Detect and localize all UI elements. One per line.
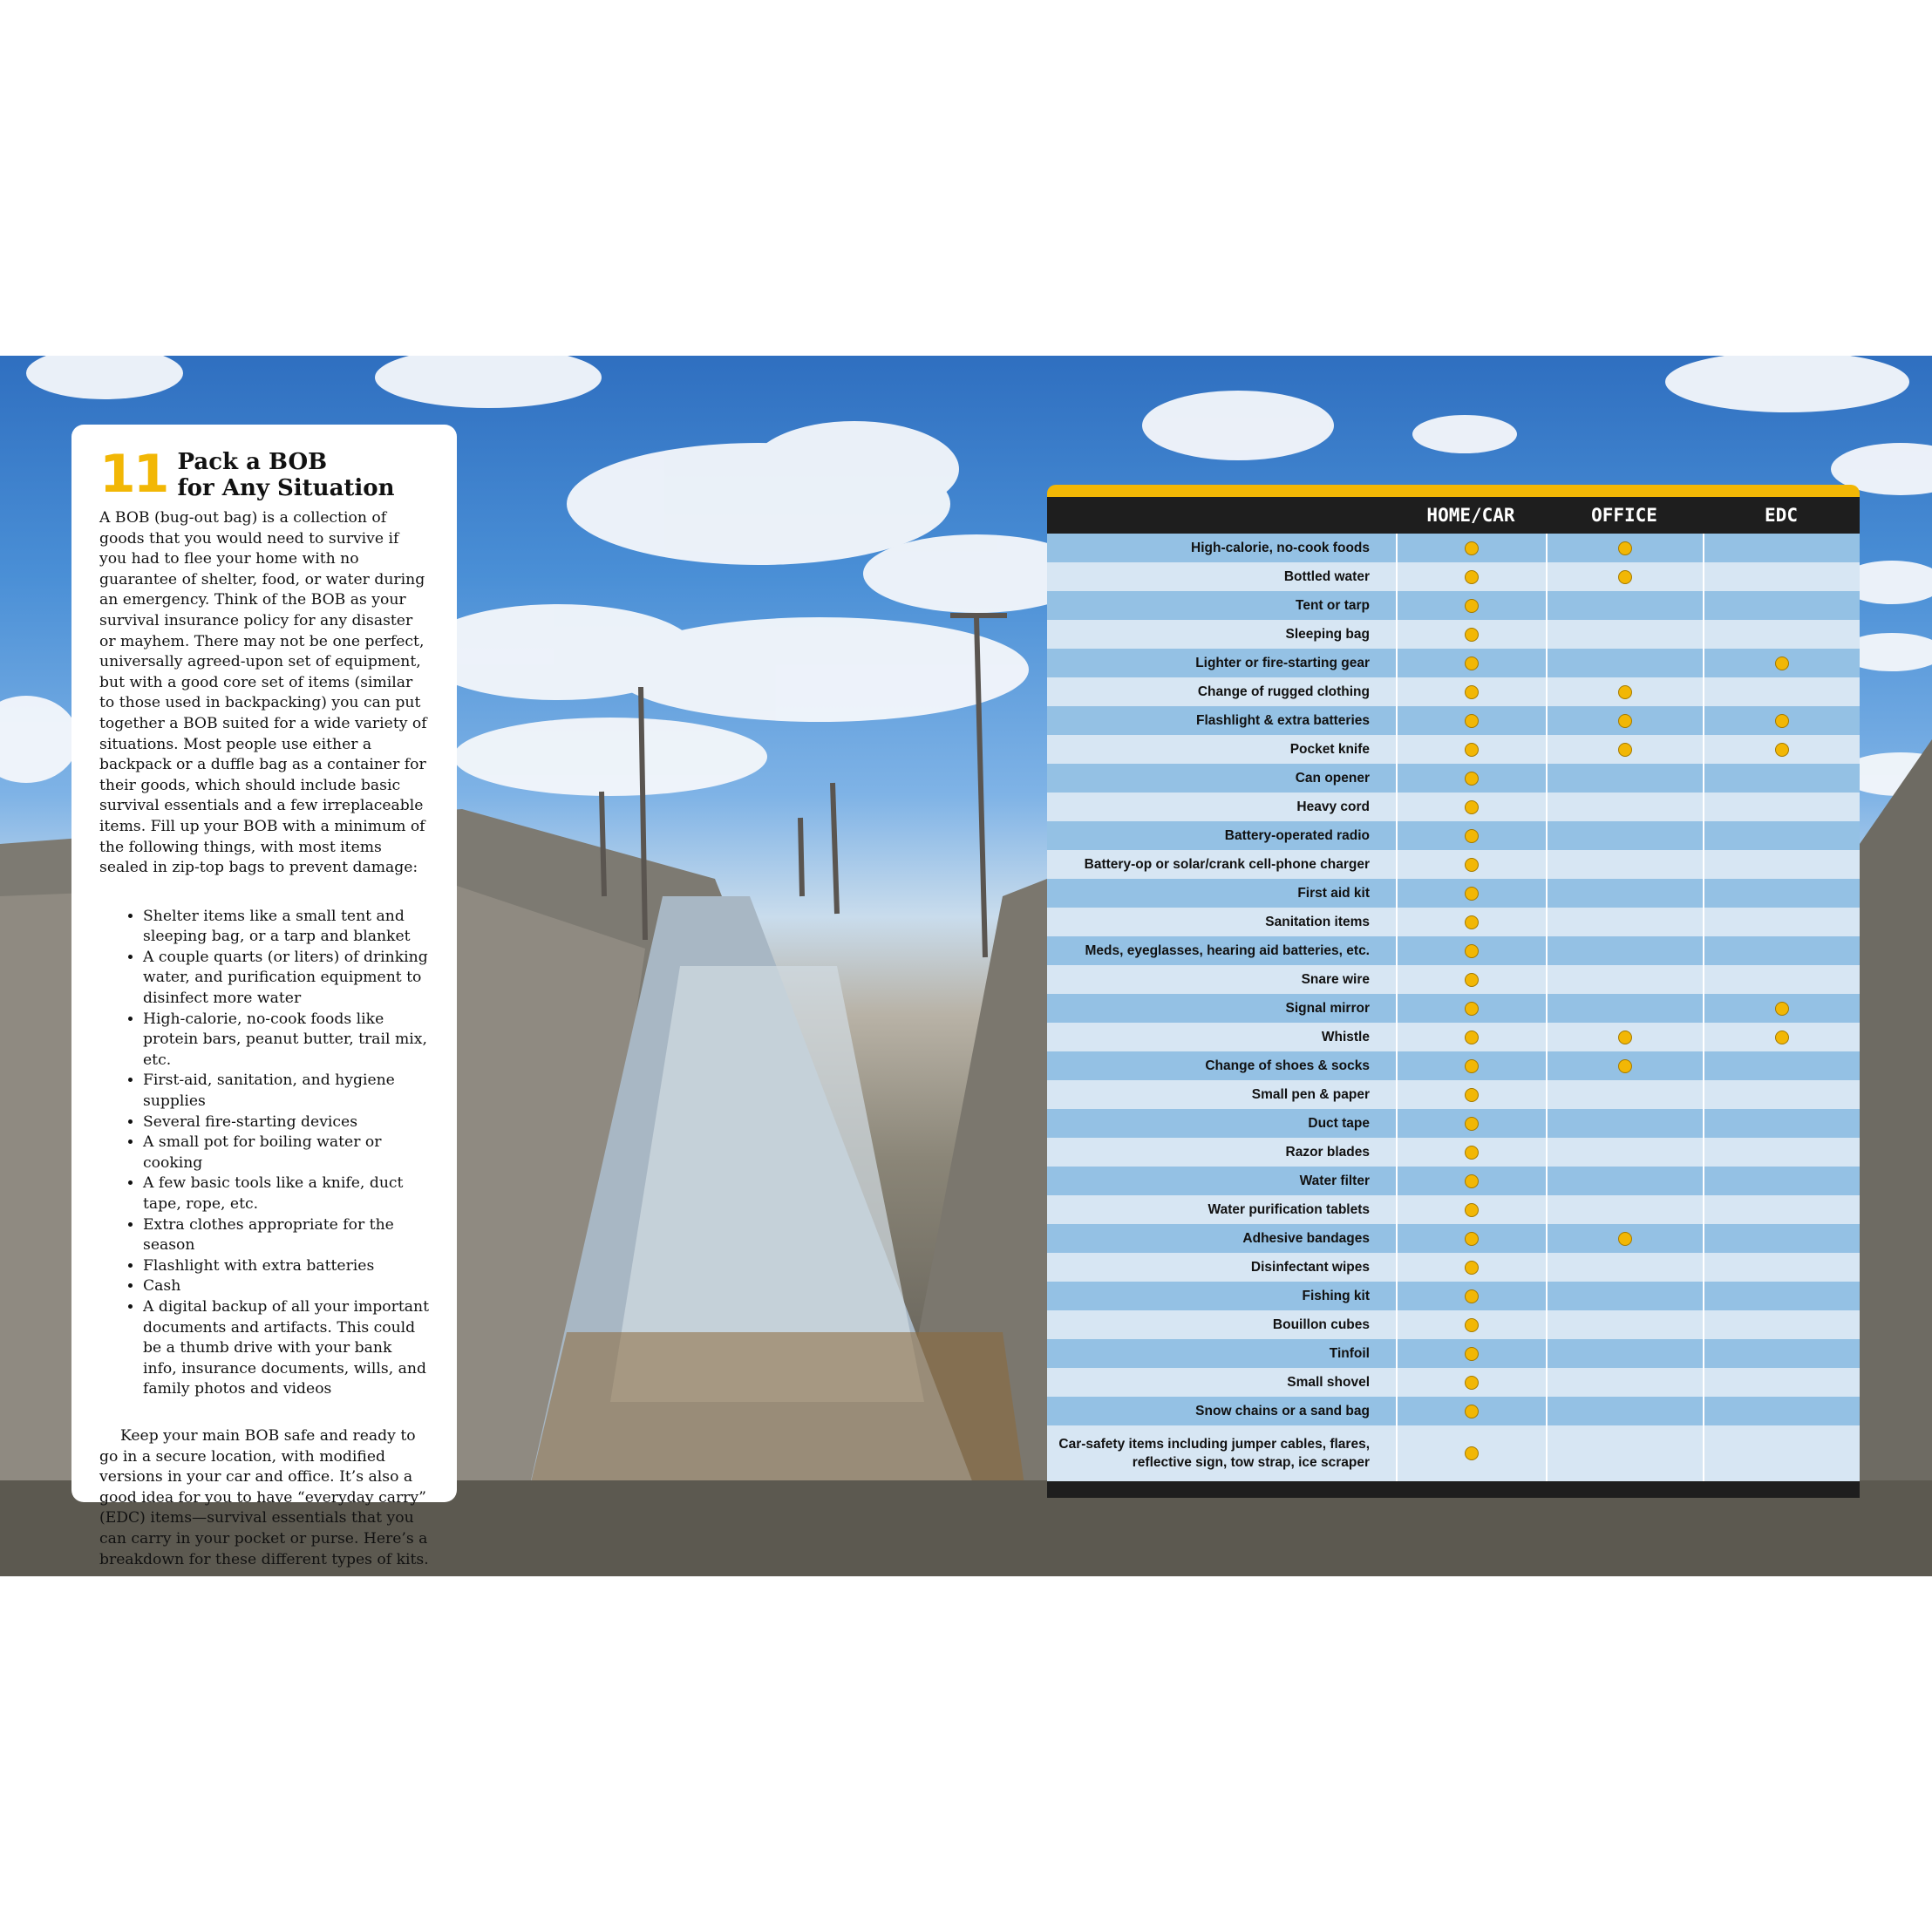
article-title-line-2: for Any Situation [177,475,395,501]
yellow-dot-icon [1465,656,1479,670]
item-label-text [1303,1287,1371,1305]
yellow-dot-icon [1465,915,1479,929]
edc-cell [1703,706,1860,735]
item-label-line: Water purification tablets [1208,1202,1370,1217]
table-row [1047,879,1860,908]
item-label-text [1225,827,1370,845]
office-cell [1546,620,1703,649]
table-row [1047,1023,1860,1051]
item-label-line: Flashlight & extra batteries [1196,713,1370,728]
edc-cell [1703,1397,1860,1425]
bullet-item: • A couple quarts (or liters) of drinking water, and purification equipment to disinfect more water [143,948,429,1010]
table-row [1047,591,1860,620]
item-label-text [1085,855,1370,874]
home-car-cell [1396,936,1546,965]
yellow-dot-icon [1465,1002,1479,1016]
bullet-item: • Extra clothes appropriate for the season [143,1215,429,1256]
bullet-list [99,907,429,1400]
home-car-cell [1396,1195,1546,1224]
item-label-text [1191,539,1370,557]
item-label [1047,1080,1396,1109]
item-label-text [1273,1316,1370,1334]
item-label [1047,908,1396,936]
office-cell [1546,1282,1703,1310]
item-label-line: Bottled water [1283,569,1370,584]
item-label [1047,879,1396,908]
item-label-text [1205,1057,1370,1075]
office-cell [1546,1425,1703,1481]
item-label-line: Change of rugged clothing [1197,684,1370,699]
item-label-text [1308,1114,1370,1133]
edc-cell [1703,1167,1860,1195]
item-label-line: Small pen & paper [1251,1087,1370,1102]
yellow-dot-icon [1618,1232,1632,1246]
home-car-cell [1396,1253,1546,1282]
yellow-dot-icon [1465,714,1479,728]
yellow-dot-icon [1775,1002,1789,1016]
yellow-dot-icon [1465,1174,1479,1188]
table-row [1047,1138,1860,1167]
home-car-cell [1396,1425,1546,1481]
yellow-dot-icon [1775,1031,1789,1044]
article-body [99,508,429,1570]
yellow-dot-icon [1775,656,1789,670]
yellow-dot-icon [1618,1059,1632,1073]
item-label-text [1286,1143,1370,1161]
edc-cell [1703,1282,1860,1310]
home-car-cell [1396,1310,1546,1339]
edc-cell [1703,649,1860,677]
yellow-dot-icon [1465,570,1479,584]
item-label [1047,735,1396,764]
office-cell [1546,793,1703,821]
item-label-text [1085,942,1370,960]
yellow-dot-icon [1465,829,1479,843]
yellow-dot-icon [1465,743,1479,757]
yellow-dot-icon [1465,1031,1479,1044]
yellow-dot-icon [1618,685,1632,699]
yellow-dot-icon [1465,1088,1479,1102]
office-cell [1546,706,1703,735]
home-car-cell [1396,764,1546,793]
item-label-text [1297,884,1370,902]
item-label-line: Snow chains or a sand bag [1195,1404,1370,1418]
home-car-cell [1396,1138,1546,1167]
item-label [1047,936,1396,965]
table-row [1047,850,1860,879]
item-label [1047,649,1396,677]
item-label-text [1296,798,1370,816]
yellow-dot-icon [1465,1261,1479,1275]
yellow-dot-icon [1465,541,1479,555]
office-cell [1546,1167,1703,1195]
item-label-text [1286,625,1370,643]
edc-cell [1703,620,1860,649]
edc-cell [1703,879,1860,908]
table-row [1047,1051,1860,1080]
item-label-line: Sanitation items [1265,915,1370,929]
edc-cell [1703,965,1860,994]
yellow-dot-icon [1465,628,1479,642]
edc-cell [1703,562,1860,591]
article-number: 11 [99,444,167,505]
item-label-text [1300,1172,1370,1190]
item-label [1047,534,1396,562]
yellow-dot-icon [1465,1347,1479,1361]
item-label [1047,965,1396,994]
office-cell [1546,1080,1703,1109]
item-label-line: High-calorie, no-cook foods [1191,541,1370,555]
edc-cell [1703,994,1860,1023]
item-label-text [1265,913,1370,931]
item-label-line: Tent or tarp [1296,598,1370,613]
office-cell [1546,965,1703,994]
edc-cell [1703,534,1860,562]
article-title-line-1: Pack a BOB [177,449,328,475]
office-cell [1546,850,1703,879]
edc-cell [1703,677,1860,706]
bullet-item: • A small pot for boiling water or cooking [143,1133,429,1173]
yellow-dot-icon [1618,1031,1632,1044]
item-label-line: Bouillon cubes [1272,1317,1370,1332]
edc-cell [1703,1368,1860,1397]
item-label-text [1198,683,1370,701]
table-row [1047,1080,1860,1109]
yellow-dot-icon [1465,1203,1479,1217]
home-car-cell [1396,1339,1546,1368]
yellow-dot-icon [1465,1117,1479,1131]
office-cell [1546,1138,1703,1167]
edc-cell [1703,1051,1860,1080]
item-label-text [1290,740,1370,759]
table-row [1047,908,1860,936]
table-row [1047,1109,1860,1138]
item-label [1047,764,1396,793]
table-row [1047,764,1860,793]
table-row [1047,534,1860,562]
item-label-line: Snare wire [1301,972,1370,987]
article-intro: A BOB (bug-out bag) is a collection of goods that you would need to survive if you had to flee your home with no guarantee of shelter, food, or water during an emergency. Think of the BOB as your survival insurance policy for any disaster or mayhem. There may not be one perfect, universally agreed-upon set of equipment, but with a good core set of items (similar to those used in backpacking) you can put together a BOB suited for a wide variety of situations. Most people use either a backpack or a duffle bag as a container for their goods, which should include basic survival essentials and a few irreplaceable items. Fill up your BOB with a minimum of the following things, with most items sealed in zip-top bags to prevent damage: [99,509,427,877]
item-label-line: First aid kit [1297,886,1370,901]
office-cell [1546,936,1703,965]
item-label-text [1296,769,1370,787]
item-label-text [1284,568,1370,586]
bullet-item: • A digital backup of all your important documents and artifacts. This could be a thumb drive with your bank info, insurance documents, wills, and family photos and videos [143,1297,429,1400]
home-car-cell [1396,965,1546,994]
item-label-line: Small shovel [1287,1375,1370,1390]
table-row [1047,735,1860,764]
item-label [1047,1310,1396,1339]
home-car-cell [1396,677,1546,706]
item-label-line: Fishing kit [1302,1289,1370,1303]
item-label [1047,1023,1396,1051]
article-closing: Keep your main BOB safe and ready to go in a secure location, with modified versions in your car and office. It’s also a good idea for you to have “everyday carry” (EDC) items—survival essentials that you can carry in your pocket or purse. Here’s a breakdown for these different types of kits. [99,1426,429,1568]
yellow-dot-icon [1465,887,1479,901]
home-car-cell [1396,994,1546,1023]
item-label-line: Car-safety items including jumper cables, flares, [1058,1437,1370,1452]
office-cell [1546,1195,1703,1224]
home-car-cell [1396,793,1546,821]
item-label-text [1302,970,1370,989]
home-car-cell [1396,562,1546,591]
edc-cell [1703,821,1860,850]
office-cell [1546,879,1703,908]
yellow-dot-icon [1618,541,1632,555]
yellow-dot-icon [1465,1289,1479,1303]
item-label-text [1296,596,1370,615]
table-row [1047,1195,1860,1224]
yellow-dot-icon [1465,1405,1479,1418]
bullet-item: • First-aid, sanitation, and hygiene supplies [143,1071,429,1112]
office-cell [1546,534,1703,562]
home-car-cell [1396,1368,1546,1397]
bullet-item: • Shelter items like a small tent and sleeping bag, or a tarp and blanket [143,907,429,948]
table-row [1047,1310,1860,1339]
edc-cell [1703,908,1860,936]
header-office: OFFICE [1591,505,1657,526]
edc-cell [1703,1138,1860,1167]
office-cell [1546,677,1703,706]
yellow-dot-icon [1465,599,1479,613]
home-car-cell [1396,908,1546,936]
yellow-dot-icon [1465,973,1479,987]
item-label-text [1251,1258,1370,1276]
office-cell [1546,591,1703,620]
home-car-cell [1396,591,1546,620]
home-car-cell [1396,649,1546,677]
item-label-line: Tinfoil [1329,1346,1370,1361]
office-cell [1546,735,1703,764]
home-car-cell [1396,850,1546,879]
edc-cell [1703,1224,1860,1253]
home-car-cell [1396,735,1546,764]
item-label-text [1058,1435,1370,1472]
article-title [178,449,395,501]
office-cell [1546,994,1703,1023]
item-label-line: Water filter [1299,1173,1370,1188]
item-label-text [1330,1344,1370,1363]
table-row [1047,562,1860,591]
edc-cell [1703,1310,1860,1339]
item-label-line: Heavy cord [1296,799,1370,814]
item-label [1047,1109,1396,1138]
table-row [1047,1253,1860,1282]
item-label [1047,850,1396,879]
item-label-text [1195,654,1370,672]
home-car-cell [1396,879,1546,908]
yellow-dot-icon [1465,858,1479,872]
bullet-item: • Cash [143,1276,429,1297]
yellow-dot-icon [1465,944,1479,958]
bullet-item: • High-calorie, no-cook foods like protein bars, peanut butter, trail mix, etc. [143,1010,429,1071]
yellow-dot-icon [1618,570,1632,584]
item-label-text [1287,1373,1370,1391]
item-label [1047,1138,1396,1167]
table-body [1047,534,1860,1481]
item-label [1047,677,1396,706]
item-label-line: Razor blades [1285,1145,1370,1160]
office-cell [1546,764,1703,793]
article-heading [99,444,429,505]
table-row [1047,821,1860,850]
home-car-cell [1396,821,1546,850]
item-label [1047,1368,1396,1397]
table-row [1047,1224,1860,1253]
header-edc: EDC [1765,505,1798,526]
item-label [1047,1425,1396,1481]
item-label-line: Lighter or fire-starting gear [1195,656,1370,670]
yellow-dot-icon [1465,1318,1479,1332]
table-row [1047,1282,1860,1310]
yellow-dot-icon [1465,1232,1479,1246]
table-row [1047,1425,1860,1481]
item-label [1047,1195,1396,1224]
table-row [1047,649,1860,677]
item-label-line: Change of shoes & socks [1205,1058,1370,1073]
item-label [1047,793,1396,821]
item-label [1047,1224,1396,1253]
table-row [1047,936,1860,965]
office-cell [1546,1339,1703,1368]
home-car-cell [1396,620,1546,649]
item-label-text [1242,1229,1370,1248]
item-label-text [1208,1201,1370,1219]
table-row [1047,1339,1860,1368]
item-label [1047,620,1396,649]
table-row [1047,793,1860,821]
edc-cell [1703,793,1860,821]
item-label [1047,994,1396,1023]
edc-cell [1703,591,1860,620]
item-label-text [1322,1028,1370,1046]
edc-cell [1703,1080,1860,1109]
item-label-line: Adhesive bandages [1242,1231,1370,1246]
item-label-text [1195,1402,1370,1420]
table-row [1047,677,1860,706]
edc-cell [1703,764,1860,793]
yellow-dot-icon [1465,1446,1479,1460]
yellow-dot-icon [1465,685,1479,699]
item-label-line: Duct tape [1308,1116,1370,1131]
bullet-item: • Flashlight with extra batteries [143,1256,429,1277]
edc-cell [1703,1195,1860,1224]
office-cell [1546,562,1703,591]
item-label [1047,562,1396,591]
item-label [1047,1253,1396,1282]
edc-cell [1703,936,1860,965]
item-label [1047,1167,1396,1195]
home-car-cell [1396,1023,1546,1051]
office-cell [1546,1224,1703,1253]
home-car-cell [1396,1282,1546,1310]
bullet-item: • Several fire-starting devices [143,1112,429,1133]
home-car-cell [1396,1109,1546,1138]
table-row [1047,965,1860,994]
home-car-cell [1396,1167,1546,1195]
bullet-item: • A few basic tools like a knife, duct tape, rope, etc. [143,1173,429,1214]
yellow-dot-icon [1465,800,1479,814]
item-label-text [1196,711,1370,730]
table-row [1047,620,1860,649]
item-label-line: Disinfectant wipes [1250,1260,1370,1275]
office-cell [1546,821,1703,850]
yellow-dot-icon [1618,714,1632,728]
yellow-dot-icon [1775,743,1789,757]
item-label [1047,821,1396,850]
item-label-text [1252,1085,1370,1104]
home-car-cell [1396,534,1546,562]
item-label-line: Signal mirror [1285,1001,1370,1016]
article-panel [71,425,457,1568]
item-label [1047,1051,1396,1080]
item-label [1047,706,1396,735]
edc-cell [1703,850,1860,879]
table-row [1047,706,1860,735]
home-car-cell [1396,1080,1546,1109]
home-car-cell [1396,1051,1546,1080]
office-cell [1546,1253,1703,1282]
item-label-line: reflective sign, tow strap, ice scraper [1132,1455,1370,1470]
office-cell [1546,1310,1703,1339]
office-cell [1546,908,1703,936]
item-label-line: Sleeping bag [1285,627,1370,642]
item-label-line: Battery-operated radio [1224,828,1370,843]
yellow-dot-icon [1465,1376,1479,1390]
table-row [1047,1397,1860,1425]
item-label-line: Pocket knife [1289,742,1370,757]
edc-cell [1703,735,1860,764]
yellow-dot-icon [1465,1059,1479,1073]
edc-cell [1703,1253,1860,1282]
item-label [1047,1397,1396,1425]
item-label-line: Can opener [1295,771,1370,786]
yellow-dot-icon [1618,743,1632,757]
edc-cell [1703,1023,1860,1051]
edc-cell [1703,1339,1860,1368]
header-blank [1047,497,1396,534]
item-label [1047,591,1396,620]
yellow-dot-icon [1465,1146,1479,1160]
table-footer [1047,1481,1860,1498]
office-cell [1546,1397,1703,1425]
home-car-cell [1396,706,1546,735]
item-label-text [1286,999,1370,1017]
yellow-dot-icon [1775,714,1789,728]
office-cell [1546,1109,1703,1138]
kit-comparison-table [1047,485,1860,1498]
edc-cell [1703,1109,1860,1138]
home-car-cell [1396,1224,1546,1253]
table-row [1047,1167,1860,1195]
office-cell [1546,649,1703,677]
item-label-line: Meds, eyeglasses, hearing aid batteries, etc. [1085,943,1370,958]
table-row [1047,1368,1860,1397]
edc-cell [1703,1425,1860,1481]
office-cell [1546,1051,1703,1080]
yellow-dot-icon [1465,772,1479,786]
table-header [1047,497,1860,534]
office-cell [1546,1023,1703,1051]
table-row [1047,994,1860,1023]
item-label [1047,1282,1396,1310]
item-label-line: Whistle [1321,1030,1370,1044]
home-car-cell [1396,1397,1546,1425]
office-cell [1546,1368,1703,1397]
item-label [1047,1339,1396,1368]
item-label-line: Battery-op or solar/crank cell-phone charger [1084,857,1370,872]
header-home-car: HOME/CAR [1426,505,1515,526]
